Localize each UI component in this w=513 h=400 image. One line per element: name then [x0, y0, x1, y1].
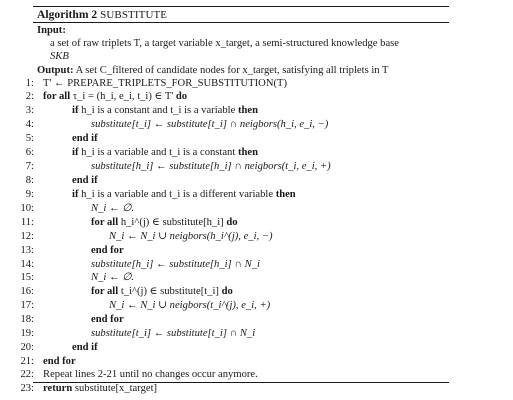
- algorithm-line: Repeat lines 2-21 until no changes occur anymore.: [43, 369, 258, 380]
- line-number: 17:: [20, 300, 34, 311]
- line-number: 1:: [25, 78, 34, 89]
- algorithm-label: Algorithm 2: [37, 8, 98, 21]
- algorithm-line: N_i ← ∅.: [91, 203, 135, 214]
- algorithm-line: N_i ← N_i ∪ neigbors(h_i^(j), e_i, −): [109, 231, 273, 242]
- line-number: 8:: [25, 175, 34, 186]
- line-number: 12:: [20, 231, 34, 242]
- algorithm-line: substitute[t_i] ← substitute[t_i] ∩ neigbors(h_i, e_i, −): [91, 119, 329, 130]
- input-line-2: SKB: [50, 51, 69, 62]
- algorithm-line: return substitute[x_target]: [43, 383, 158, 394]
- algorithm-line: if h_i is a variable and t_i is a different variable then: [72, 189, 296, 200]
- line-number: 15:: [20, 272, 34, 283]
- algorithm-line: if h_i is a constant and t_i is a variable then: [72, 105, 258, 116]
- output-label: Output:: [37, 65, 74, 76]
- algorithm-line: end if: [72, 133, 98, 144]
- line-number: 23:: [20, 383, 34, 394]
- algorithm-line: if h_i is a variable and t_i is a constant then: [72, 147, 258, 158]
- line-number: 5:: [25, 133, 34, 144]
- algorithm-line: N_i ← ∅.: [91, 272, 135, 283]
- algorithm-line: end for: [43, 356, 76, 367]
- algorithm-line: N_i ← N_i ∪ neigbors(t_i^(j), e_i, +): [109, 300, 271, 311]
- input-label: Input:: [37, 25, 66, 36]
- line-number: 7:: [25, 161, 34, 172]
- algorithm-name: SUBSTITUTE: [100, 9, 168, 21]
- line-number: 21:: [20, 356, 34, 367]
- algorithm-line: T' ← PREPARE_TRIPLETS_FOR_SUBSTITUTION(T): [43, 78, 288, 89]
- line-number: 19:: [20, 328, 34, 339]
- output-row: [37, 65, 389, 77]
- algorithm-line: end if: [72, 342, 98, 353]
- algorithm-line: end if: [72, 175, 98, 186]
- algorithm-line: end for: [91, 314, 124, 325]
- algorithm-line: for all t_i^(j) ∈ substitute[t_i] do: [91, 286, 233, 297]
- line-number: 13:: [20, 245, 34, 256]
- algorithm-line: for all τ_i = (h_i, e_i, t_i) ∈ T' do: [43, 91, 188, 102]
- algorithm-line: substitute[h_i] ← substitute[h_i] ∩ neigbors(t_i, e_i, +): [91, 161, 331, 172]
- algorithm-line: substitute[t_i] ← substitute[t_i] ∩ N_i: [91, 328, 256, 339]
- input-line-1: a set of raw triplets T, a target variable x_target, a semi-structured knowledge base: [50, 38, 399, 49]
- output-text: A set C_filtered of candidate nodes for x_target, satisfying all triplets in T: [75, 65, 389, 76]
- line-number: 4:: [25, 119, 34, 130]
- line-number: 2:: [25, 91, 34, 102]
- algorithm-line: for all h_i^(j) ∈ substitute[h_i] do: [91, 217, 238, 228]
- line-number: 18:: [20, 314, 34, 325]
- line-number: 6:: [25, 147, 34, 158]
- line-number: 3:: [25, 105, 34, 116]
- line-number: 22:: [20, 369, 34, 380]
- line-number: 14:: [20, 259, 34, 270]
- line-number: 9:: [25, 189, 34, 200]
- algorithm-line: end for: [91, 245, 124, 256]
- line-number: 20:: [20, 342, 34, 353]
- line-number: 11:: [20, 217, 34, 228]
- algorithm-title: [37, 9, 167, 21]
- line-number: 16:: [20, 286, 34, 297]
- title-rule: [33, 22, 449, 23]
- line-number: 10:: [20, 203, 34, 214]
- algorithm-line: substitute[h_i] ← substitute[h_i] ∩ N_i: [91, 259, 260, 270]
